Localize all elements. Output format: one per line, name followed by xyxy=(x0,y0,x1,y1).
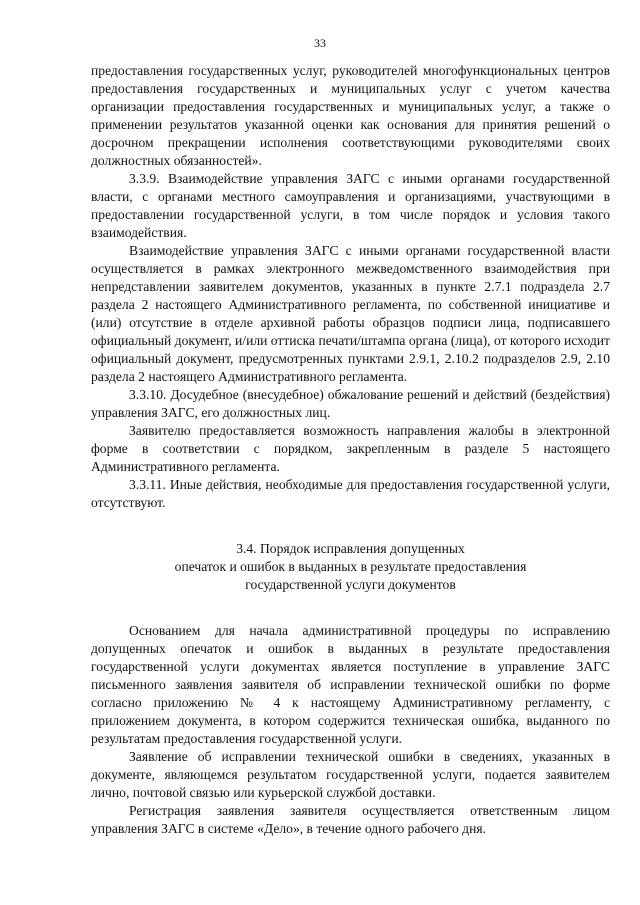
heading-line: опечаток и ошибок в выданных в результате предоставления xyxy=(174,559,527,574)
paragraph-application: Заявление об исправлении технической ошибки в сведениях, указанных в документе, являющемся результатом государственной услуги, подается заявителем лично, почтовой связью или курьерской службой доставки. xyxy=(91,749,610,800)
paragraph-3-3-9: 3.3.9. Взаимодействие управления ЗАГС с иными органами государственной власти, с органами местного самоуправления и организациями, участвующими в предоставлении государственной услуги, в том числе порядок и условия такого взаимодействия. xyxy=(91,171,610,240)
paragraph-interaction: Взаимодействие управления ЗАГС с иными органами государственной власти осуществляется в рамках электронного межведомственного взаимодействия при непредставлении заявителем документов, указанных в пункте 2.7.1 подраздела 2.7 раздела 2 настоящего Административного регламента, по собственной инициативе и (или) отсутствие в отделе архивной работы образцов подписи лица, подписавшего официальный документ, и/или оттиска печати/штампа органа (лица), от которого исходит официальный документ, предусмотренных пунктами 2.9.1, 2.10.2 подразделов 2.9, 2.10 раздела 2 настоящего Административного регламента. xyxy=(91,243,610,384)
paragraph-3-3-11: 3.3.11. Иные действия, необходимые для предоставления государственной услуги, отсутствуют. xyxy=(91,477,610,510)
paragraph-grounds: Основанием для начала административной процедуры по исправлению допущенных опечаток и ошибок в выданных в результате предоставления государственной услуги документах является поступление в управление ЗАГС письменного заявления заявителя об исправлении технической ошибки по форме согласно приложению № 4 к настоящему Административному регламенту, с приложением документа, в котором содержится техническая ошибка, выданного по результатам предоставления государственной услуги. xyxy=(91,623,610,746)
paragraph-registration: Регистрация заявления заявителя осуществляется ответственным лицом управления ЗАГС в системе «Дело», в течение одного рабочего дня. xyxy=(91,803,610,836)
paragraph-continuation: предоставления государственных услуг, руководителей многофункциональных центров предоставления государственных и муниципальных услуг с учетом качества организации предоставления государственных и муниципальных услуг, а также о применении результатов указанной оценки как основания для принятия решений о досрочном прекращении исполнения соответствующими руководителями своих должностных обязанностей». xyxy=(91,63,610,168)
heading-line: государственной услуги документов xyxy=(245,577,456,592)
paragraph-complaint: Заявителю предоставляется возможность направления жалобы в электронной форме в соответствии с порядком, закрепленным в разделе 5 настоящего Административного регламента. xyxy=(91,423,610,474)
document-body xyxy=(91,62,610,838)
section-heading-3-4 xyxy=(91,540,610,594)
page-number: 33 xyxy=(314,36,326,50)
heading-line: 3.4. Порядок исправления допущенных xyxy=(236,541,465,556)
paragraph-3-3-10: 3.3.10. Досудебное (внесудебное) обжалование решений и действий (бездействия) управления ЗАГС, его должностных лиц. xyxy=(91,387,610,420)
